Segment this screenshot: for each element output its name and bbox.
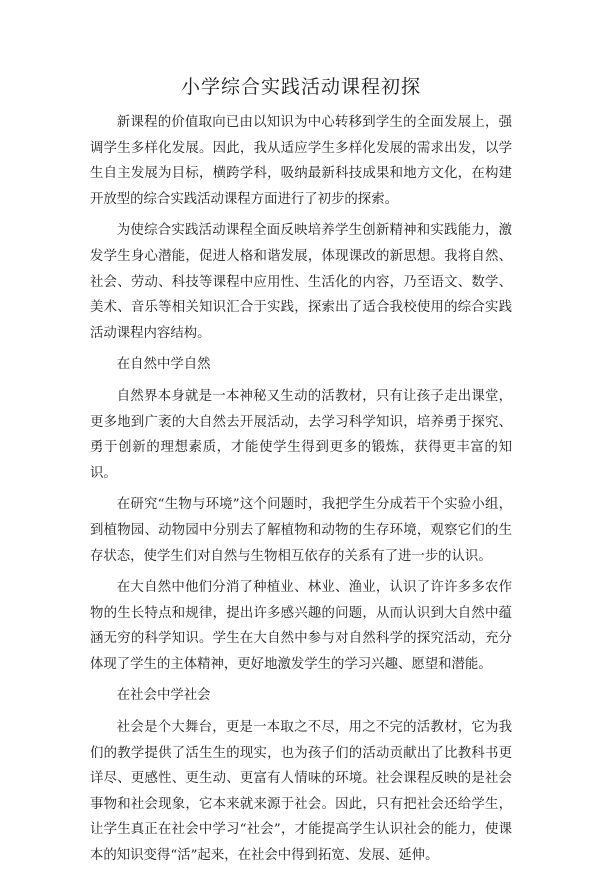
paragraph-nature-3: 在大自然中他们分消了种植业、林业、渔业，认识了许许多多农作物的生长特点和规律，提出许多感兴趣的问题，从而认识到大自然中蕴涵无穷的科学知识。学生在大自然中参与对自然科学的探究活动，充分体现了学生的主体精神，更好地激发学生的学习兴趣、愿望和潜能。 <box>90 580 512 672</box>
section-heading-society: 在社会中学社会 <box>116 688 211 704</box>
paragraph-nature-1: 自然界本身就是一本神秘又生动的活教材，只有让孩子走出课堂，更多地到广袤的大自然去开展活动，去学习科学知识，培养勇于探究、勇于创新的理想素质，才能使学生得到更多的锻炼，获得更丰富的知识。 <box>90 388 512 481</box>
paragraph-nature-2: 在研究“生物与环境”这个问题时，我把学生分成若干个实验小组，到植物园、动物园中分别去了解植物和动物的生存环境，观察它们的生存状态，使学生们对自然与生物相互依存的关系有了进一步的认识。 <box>90 497 512 564</box>
document-page <box>90 72 512 875</box>
document-title: 小学综合实践活动课程初探 <box>180 76 421 98</box>
paragraph-society-1: 社会是个大舞台，更是一本取之不尽，用之不完的活教材，它为我们的教学提供了活生生的现实，也为孩子们的活动贡献出了比教科书更详尽、更感性、更生动、更富有人情味的环境。社会课程反映的是社会事物和社会现象，它本来就来源于社会。因此，只有把社会还给学生，让学生真正在社会中学习“社会”，才能提高学生认识社会的能力，使课本的知识变得“活”起来，在社会中得到拓宽、发展、延伸。 <box>90 720 512 864</box>
section-heading-nature: 在自然中学自然 <box>116 357 211 373</box>
paragraph-purpose: 为使综合实践活动课程全面反映培养学生创新精神和实践能力，激发学生身心潜能，促进人格和谐发展，体现课改的新思想。我将自然、社会、劳动、科技等课程中应用性、生活化的内容，乃至语文、数学、美术、音乐等相关知识汇合于实践，探索出了适合我校使用的综合实践活动课程内容结构。 <box>90 223 512 341</box>
paragraph-intro: 新课程的价值取向已由以知识为中心转移到学生的全面发展上，强调学生多样化发展。因此，我从适应学生多样化发展的需求出发，以学生自主发展为目标，横跨学科，吸纳最新科技成果和地方文化，在构建开放型的综合实践活动课程方面进行了初步的探索。 <box>90 115 512 207</box>
